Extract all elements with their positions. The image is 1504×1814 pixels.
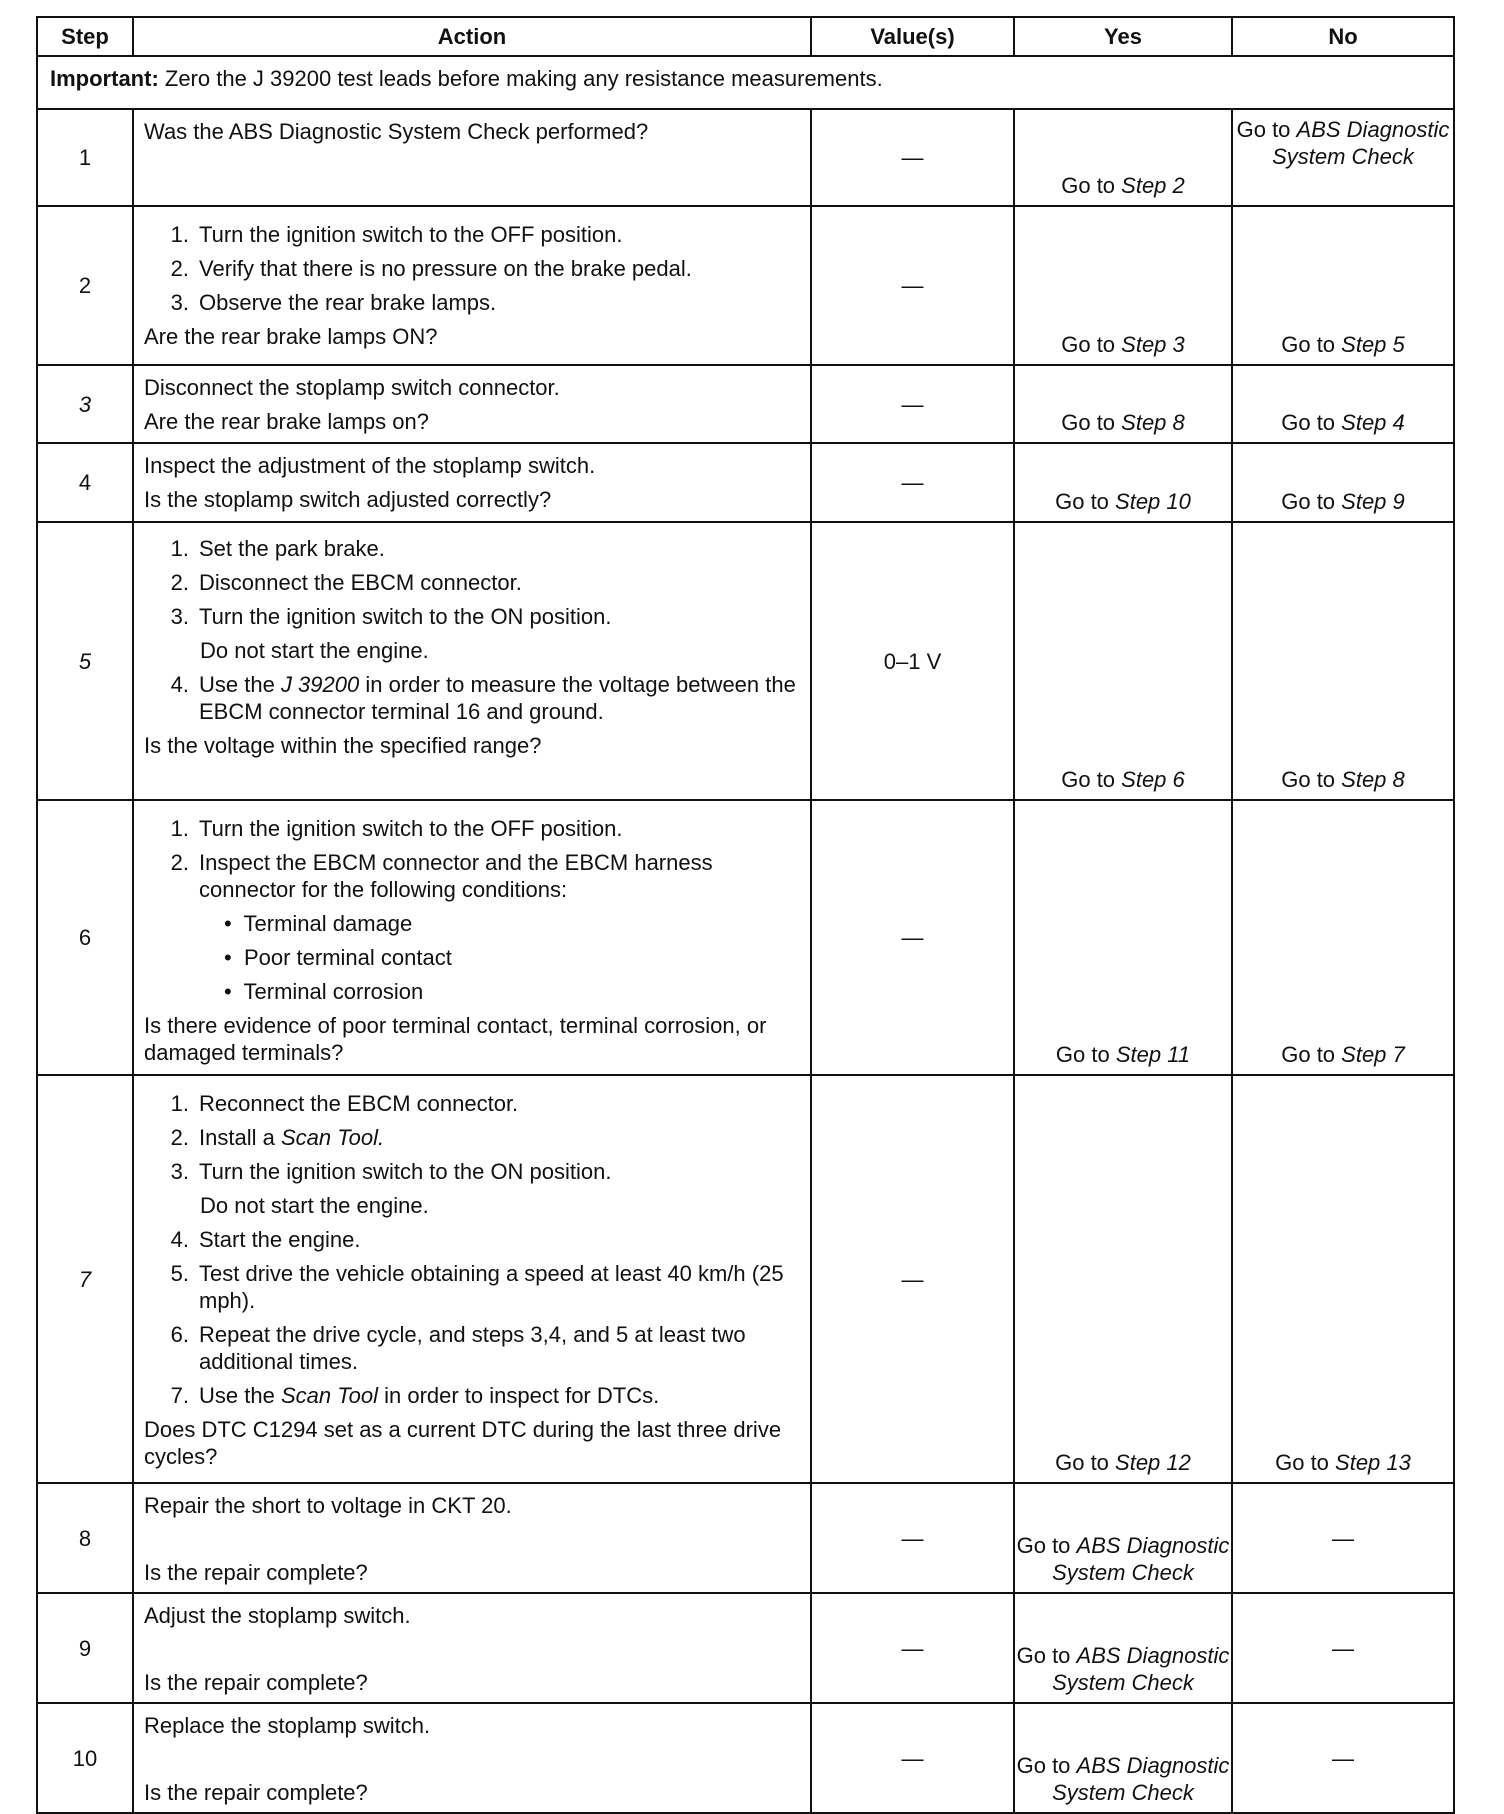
table-row (37, 109, 1454, 206)
header-no: No (1232, 17, 1454, 56)
no-cell: — (1232, 1703, 1454, 1813)
action-question: Are the rear brake lamps on? (144, 409, 429, 434)
header-action: Action (133, 17, 811, 56)
header-step: Step (37, 17, 133, 56)
value-cell: — (811, 1593, 1014, 1703)
list-item: 2. Verify that there is no pressure on the brake pedal. (170, 256, 692, 281)
table-row (37, 206, 1454, 365)
yes-prefix: Go to (1061, 173, 1122, 198)
action-cell (133, 1703, 811, 1813)
no-cell (1232, 109, 1454, 206)
important-text: Zero the J 39200 test leads before making any resistance measurements. (158, 66, 883, 91)
action-cell (133, 443, 811, 522)
value-cell: — (811, 365, 1014, 443)
list-item: 6. Repeat the drive cycle, and steps 3,4, and 5 at least two additional times. (170, 1322, 746, 1374)
action-text: Disconnect the stoplamp switch connector. (144, 375, 560, 400)
action-cell (133, 1593, 811, 1703)
action-question: Is the voltage within the specified range? (144, 733, 542, 758)
no-link: ABS Diagnostic System Check (1272, 117, 1450, 169)
yes-cell: Go to Step 12 (1014, 1075, 1232, 1483)
value-cell: — (811, 1703, 1014, 1813)
table-row (37, 1593, 1454, 1703)
action-cell (133, 1483, 811, 1593)
list-item: 2. Install a Scan Tool. (170, 1125, 385, 1150)
list-item: 5. Test drive the vehicle obtaining a speed at least 40 km/h (25 mph). (170, 1261, 784, 1313)
no-prefix: Go to (1236, 117, 1297, 142)
no-cell: Go to Step 7 (1232, 800, 1454, 1075)
yes-cell: Go to Step 11 (1014, 800, 1232, 1075)
step-number: 1 (37, 109, 133, 206)
value-cell: — (811, 1075, 1014, 1483)
list-item: 2. Disconnect the EBCM connector. (170, 570, 522, 595)
action-cell (133, 1075, 811, 1483)
action-question: Is the repair complete? (144, 1670, 368, 1695)
action-question: Is there evidence of poor terminal contact, terminal corrosion, or damaged terminals? (144, 1013, 767, 1065)
step-number: 3 (37, 365, 133, 443)
no-cell: Go to Step 8 (1232, 522, 1454, 800)
no-cell: Go to Step 9 (1232, 443, 1454, 522)
action-text: Replace the stoplamp switch. (144, 1713, 431, 1738)
list-subnote: Do not start the engine. (200, 638, 429, 663)
step-number: 8 (37, 1483, 133, 1593)
value-cell: — (811, 1483, 1014, 1593)
step-number: 7 (37, 1075, 133, 1483)
table-row (37, 522, 1454, 800)
bullet-item: • Poor terminal contact (224, 945, 452, 970)
yes-cell: Go to Step 10 (1014, 443, 1232, 522)
yes-link: Step 2 (1121, 173, 1185, 198)
list-item: 4. Use the J 39200 in order to measure the voltage between the EBCM connector terminal 16 and ground. (170, 672, 796, 724)
action-question: Does DTC C1294 set as a current DTC during the last three drive cycles? (144, 1417, 782, 1469)
action-cell (133, 800, 811, 1075)
value-cell: 0–1 V (811, 522, 1014, 800)
step-number: 9 (37, 1593, 133, 1703)
yes-cell: Go to ABS Diagnostic System Check (1014, 1483, 1232, 1593)
action-cell (133, 522, 811, 800)
action-question: Is the repair complete? (144, 1560, 368, 1585)
no-cell: — (1232, 1483, 1454, 1593)
step-number: 10 (37, 1703, 133, 1813)
list-item: 1. Reconnect the EBCM connector. (170, 1091, 519, 1116)
action-text: Was the ABS Diagnostic System Check performed? (144, 119, 649, 144)
bullet-item: • Terminal damage (224, 911, 413, 936)
no-cell: Go to Step 13 (1232, 1075, 1454, 1483)
header-yes: Yes (1014, 17, 1232, 56)
no-cell: Go to Step 4 (1232, 365, 1454, 443)
bullet-item: • Terminal corrosion (224, 979, 424, 1004)
table-row (37, 443, 1454, 522)
list-item: 3. Observe the rear brake lamps. (170, 290, 497, 315)
action-question: Is the repair complete? (144, 1780, 368, 1805)
step-number: 6 (37, 800, 133, 1075)
value-cell: — (811, 800, 1014, 1075)
yes-cell: Go to Step 8 (1014, 365, 1232, 443)
no-cell: — (1232, 1593, 1454, 1703)
yes-cell: Go to Step 3 (1014, 206, 1232, 365)
step-number: 2 (37, 206, 133, 365)
action-question: Is the stoplamp switch adjusted correctly? (144, 487, 552, 512)
action-text: Inspect the adjustment of the stoplamp switch. (144, 453, 596, 478)
list-item: 4. Start the engine. (170, 1227, 361, 1252)
yes-cell: Go to ABS Diagnostic System Check (1014, 1703, 1232, 1813)
list-item: 1. Turn the ignition switch to the OFF position. (170, 222, 623, 247)
important-row (37, 56, 1454, 109)
diagnostic-table (36, 16, 1455, 1814)
list-item: 3. Turn the ignition switch to the ON position. (170, 1159, 612, 1184)
yes-cell (1014, 109, 1232, 206)
list-item: 2. Inspect the EBCM connector and the EBCM harness connector for the following conditions: (170, 850, 713, 902)
action-cell (133, 206, 811, 365)
table-row (37, 1703, 1454, 1813)
no-cell: Go to Step 5 (1232, 206, 1454, 365)
value-cell: — (811, 109, 1014, 206)
list-item: 1. Turn the ignition switch to the OFF position. (170, 816, 623, 841)
action-cell (133, 365, 811, 443)
step-number: 5 (37, 522, 133, 800)
step-number: 4 (37, 443, 133, 522)
header-values: Value(s) (811, 17, 1014, 56)
important-note (37, 56, 1454, 109)
value-cell: — (811, 206, 1014, 365)
list-item: 1. Set the park brake. (170, 536, 385, 561)
important-label: Important: (50, 66, 159, 91)
yes-cell: Go to ABS Diagnostic System Check (1014, 1593, 1232, 1703)
table-row (37, 365, 1454, 443)
list-subnote: Do not start the engine. (200, 1193, 429, 1218)
value-cell: — (811, 443, 1014, 522)
table-row (37, 1483, 1454, 1593)
table-row (37, 800, 1454, 1075)
list-item: 7. Use the Scan Tool in order to inspect for DTCs. (170, 1383, 660, 1408)
action-question: Are the rear brake lamps ON? (144, 324, 438, 349)
action-text: Adjust the stoplamp switch. (144, 1603, 411, 1628)
header-row (37, 17, 1454, 56)
table-row (37, 1075, 1454, 1483)
list-item: 3. Turn the ignition switch to the ON position. (170, 604, 612, 629)
yes-cell: Go to Step 6 (1014, 522, 1232, 800)
action-text: Repair the short to voltage in CKT 20. (144, 1493, 512, 1518)
action-cell (133, 109, 811, 206)
